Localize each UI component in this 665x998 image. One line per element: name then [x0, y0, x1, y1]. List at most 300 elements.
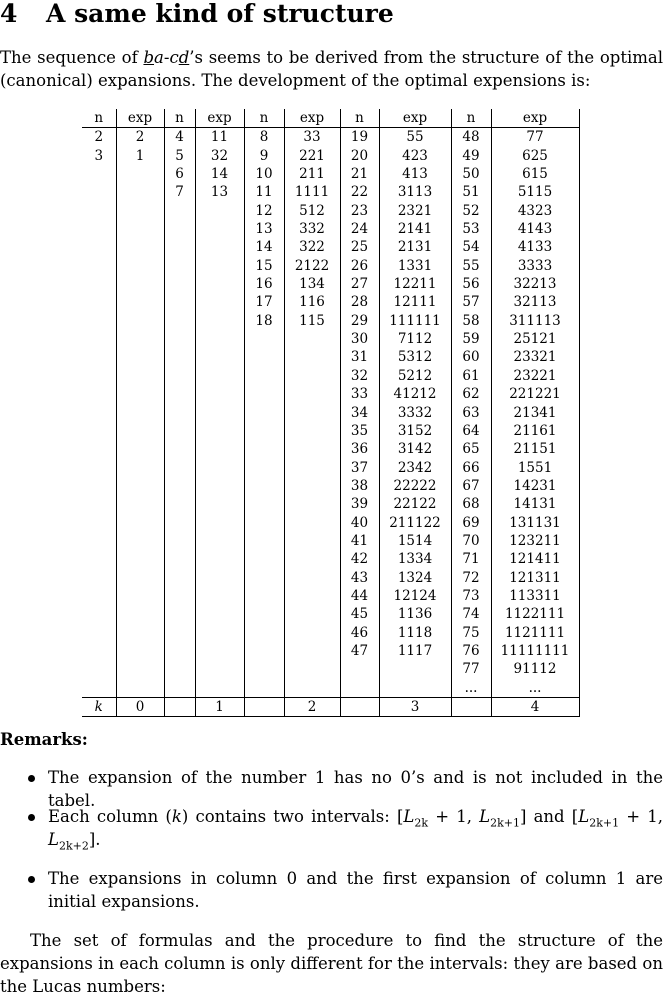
exp-cell: 33 — [284, 128, 340, 147]
exp-cell — [116, 624, 164, 642]
n-cell — [244, 587, 284, 605]
exp-cell: 121411 — [491, 550, 579, 568]
exp-cell — [195, 495, 244, 513]
n-cell: 43 — [340, 569, 379, 587]
n-cell — [164, 679, 195, 698]
n-cell — [340, 660, 379, 678]
exp-cell: ... — [491, 679, 579, 698]
n-cell: 40 — [340, 514, 379, 532]
exp-cell — [195, 679, 244, 698]
n-cell — [244, 532, 284, 550]
exp-cell — [116, 348, 164, 366]
n-cell — [82, 422, 116, 440]
exp-cell: 5212 — [379, 367, 451, 385]
n-cell — [244, 404, 284, 422]
exp-cell — [116, 275, 164, 293]
n-cell: ... — [451, 679, 491, 698]
n-cell — [244, 477, 284, 495]
exp-cell — [195, 642, 244, 660]
n-cell — [244, 367, 284, 385]
table-row — [82, 459, 579, 477]
exp-cell — [284, 367, 340, 385]
table-header-row — [82, 109, 579, 128]
exp-cell: 1334 — [379, 550, 451, 568]
exp-cell — [195, 220, 244, 238]
table-row — [82, 367, 579, 385]
header-cell: n — [340, 109, 379, 128]
exp-cell — [116, 605, 164, 623]
exp-cell — [284, 385, 340, 403]
exp-cell: 4143 — [491, 220, 579, 238]
exp-cell: 113311 — [491, 587, 579, 605]
exp-cell — [284, 348, 340, 366]
exp-cell: 3113 — [379, 183, 451, 201]
n-cell — [164, 220, 195, 238]
n-cell: 32 — [340, 367, 379, 385]
n-cell: 56 — [451, 275, 491, 293]
n-cell: 64 — [451, 422, 491, 440]
header-cell: exp — [116, 109, 164, 128]
n-cell — [82, 385, 116, 403]
n-cell — [164, 477, 195, 495]
n-cell — [164, 459, 195, 477]
exp-cell — [116, 220, 164, 238]
n-cell: 55 — [451, 257, 491, 275]
table-row — [82, 624, 579, 642]
n-cell: 52 — [451, 202, 491, 220]
header-cell: exp — [491, 109, 579, 128]
n-cell — [82, 587, 116, 605]
remarks-title: Remarks: — [0, 730, 88, 749]
exp-cell: 14 — [195, 165, 244, 183]
n-cell — [82, 293, 116, 311]
table-row — [82, 569, 579, 587]
exp-cell: 311113 — [491, 312, 579, 330]
n-cell — [244, 660, 284, 678]
exp-cell: 1121111 — [491, 624, 579, 642]
exp-cell: 7112 — [379, 330, 451, 348]
exp-cell — [284, 330, 340, 348]
n-cell — [244, 440, 284, 458]
n-cell: 60 — [451, 348, 491, 366]
exp-cell — [195, 275, 244, 293]
n-cell — [164, 238, 195, 256]
closing-paragraph: The set of formulas and the procedure to find the structure of the expansions in each column is only different for the intervals: they are based on the Lucas numbers: — [0, 931, 663, 996]
k-value: 4 — [491, 698, 579, 717]
table-row — [82, 128, 579, 147]
exp-cell: 1117 — [379, 642, 451, 660]
n-cell: 10 — [244, 165, 284, 183]
n-cell: 6 — [164, 165, 195, 183]
n-cell — [164, 385, 195, 403]
n-cell: 71 — [451, 550, 491, 568]
exp-cell: 23321 — [491, 348, 579, 366]
exp-cell: 14131 — [491, 495, 579, 513]
exp-cell: 413 — [379, 165, 451, 183]
exp-cell — [195, 385, 244, 403]
exp-cell: 1514 — [379, 532, 451, 550]
n-cell: 24 — [340, 220, 379, 238]
n-cell: 70 — [451, 532, 491, 550]
exp-cell: 12211 — [379, 275, 451, 293]
n-cell — [164, 348, 195, 366]
exp-cell: 123211 — [491, 532, 579, 550]
exp-cell — [379, 660, 451, 678]
exp-cell — [284, 422, 340, 440]
n-cell: 7 — [164, 183, 195, 201]
n-cell: 59 — [451, 330, 491, 348]
n-cell: 4 — [164, 128, 195, 147]
n-cell: 45 — [340, 605, 379, 623]
n-cell — [164, 293, 195, 311]
n-cell: 15 — [244, 257, 284, 275]
n-cell: 51 — [451, 183, 491, 201]
exp-cell: 32 — [195, 147, 244, 165]
n-cell — [244, 605, 284, 623]
exp-cell — [195, 293, 244, 311]
table-row — [82, 495, 579, 513]
exp-cell — [195, 330, 244, 348]
exp-cell — [284, 532, 340, 550]
exp-cell — [116, 642, 164, 660]
table-row — [82, 477, 579, 495]
exp-cell — [284, 660, 340, 678]
table-row — [82, 440, 579, 458]
exp-cell: 14231 — [491, 477, 579, 495]
exp-cell — [116, 165, 164, 183]
table-row — [82, 312, 579, 330]
n-cell: 20 — [340, 147, 379, 165]
n-cell: 65 — [451, 440, 491, 458]
exp-cell — [116, 569, 164, 587]
exp-cell: 11111111 — [491, 642, 579, 660]
n-cell: 76 — [451, 642, 491, 660]
table-row — [82, 220, 579, 238]
exp-cell: 134 — [284, 275, 340, 293]
n-cell — [244, 624, 284, 642]
table-row — [82, 660, 579, 678]
exp-cell — [195, 569, 244, 587]
n-cell — [164, 550, 195, 568]
exp-cell: 211 — [284, 165, 340, 183]
n-cell: 19 — [340, 128, 379, 147]
n-cell — [82, 532, 116, 550]
exp-cell: 111111 — [379, 312, 451, 330]
table-row — [82, 422, 579, 440]
intro-paragraph: The sequence of ba-cd’s seems to be derived from the structure of the optimal (canonical) expansions. The development of the optimal expensions is: — [0, 48, 663, 90]
exp-cell: 23221 — [491, 367, 579, 385]
exp-cell — [195, 440, 244, 458]
exp-cell — [195, 660, 244, 678]
exp-cell — [284, 550, 340, 568]
exp-cell — [284, 642, 340, 660]
n-cell: 9 — [244, 147, 284, 165]
n-cell — [82, 514, 116, 532]
n-cell — [82, 642, 116, 660]
n-cell — [82, 569, 116, 587]
exp-cell — [195, 348, 244, 366]
exp-cell: 55 — [379, 128, 451, 147]
n-cell — [82, 495, 116, 513]
table-row — [82, 147, 579, 165]
n-cell — [82, 183, 116, 201]
header-cell: exp — [379, 109, 451, 128]
n-cell: 28 — [340, 293, 379, 311]
n-cell: 26 — [340, 257, 379, 275]
n-cell: 38 — [340, 477, 379, 495]
exp-cell — [284, 477, 340, 495]
exp-cell: 1331 — [379, 257, 451, 275]
n-cell: 48 — [451, 128, 491, 147]
n-cell — [164, 422, 195, 440]
exp-cell — [116, 660, 164, 678]
header-cell: n — [82, 109, 116, 128]
section-title: A same kind of structure — [46, 0, 394, 28]
n-cell: 53 — [451, 220, 491, 238]
n-cell: 31 — [340, 348, 379, 366]
n-cell — [164, 312, 195, 330]
exp-cell: 322 — [284, 238, 340, 256]
n-cell: 47 — [340, 642, 379, 660]
exp-cell: 332 — [284, 220, 340, 238]
n-cell — [82, 624, 116, 642]
n-cell — [82, 660, 116, 678]
exp-cell: 13 — [195, 183, 244, 201]
n-cell — [164, 440, 195, 458]
exp-cell: 1551 — [491, 459, 579, 477]
exp-cell: 21341 — [491, 404, 579, 422]
k-value: 1 — [195, 698, 244, 717]
exp-cell: 115 — [284, 312, 340, 330]
exp-cell — [284, 587, 340, 605]
n-cell: 69 — [451, 514, 491, 532]
exp-cell: 41212 — [379, 385, 451, 403]
n-cell: 46 — [340, 624, 379, 642]
n-cell: 74 — [451, 605, 491, 623]
section-heading — [0, 0, 394, 28]
exp-cell — [116, 550, 164, 568]
exp-cell — [195, 605, 244, 623]
exp-cell: 2131 — [379, 238, 451, 256]
exp-cell: 1 — [116, 147, 164, 165]
n-cell: 27 — [340, 275, 379, 293]
n-cell: 75 — [451, 624, 491, 642]
n-cell — [164, 330, 195, 348]
n-cell: 12 — [244, 202, 284, 220]
exp-cell — [195, 238, 244, 256]
exp-cell — [284, 624, 340, 642]
table-row — [82, 587, 579, 605]
n-cell: 3 — [82, 147, 116, 165]
exp-cell — [195, 459, 244, 477]
exp-cell: 221221 — [491, 385, 579, 403]
exp-cell — [195, 312, 244, 330]
n-cell — [340, 679, 379, 698]
n-cell: 57 — [451, 293, 491, 311]
table-row — [82, 404, 579, 422]
exp-cell: 4323 — [491, 202, 579, 220]
exp-cell: 423 — [379, 147, 451, 165]
n-cell — [164, 495, 195, 513]
n-cell: 14 — [244, 238, 284, 256]
exp-cell — [284, 679, 340, 698]
exp-cell — [195, 367, 244, 385]
exp-cell — [195, 477, 244, 495]
table-row — [82, 257, 579, 275]
n-cell — [164, 660, 195, 678]
exp-cell: 3142 — [379, 440, 451, 458]
exp-cell: 22122 — [379, 495, 451, 513]
table-row — [82, 642, 579, 660]
exp-cell — [116, 183, 164, 201]
n-cell: 58 — [451, 312, 491, 330]
n-cell: 33 — [340, 385, 379, 403]
header-cell: exp — [284, 109, 340, 128]
exp-cell — [284, 569, 340, 587]
n-cell: 54 — [451, 238, 491, 256]
exp-cell: 21161 — [491, 422, 579, 440]
n-cell: 63 — [451, 404, 491, 422]
n-cell — [164, 605, 195, 623]
exp-cell: 1122111 — [491, 605, 579, 623]
table-row — [82, 385, 579, 403]
exp-cell — [116, 587, 164, 605]
n-cell: 29 — [340, 312, 379, 330]
header-cell: exp — [195, 109, 244, 128]
exp-cell — [195, 422, 244, 440]
n-cell — [244, 459, 284, 477]
n-cell: 37 — [340, 459, 379, 477]
n-cell: 61 — [451, 367, 491, 385]
table-row — [82, 183, 579, 201]
n-cell — [82, 165, 116, 183]
exp-cell — [284, 404, 340, 422]
exp-cell — [195, 532, 244, 550]
table-row — [82, 293, 579, 311]
n-cell — [82, 238, 116, 256]
n-cell: 42 — [340, 550, 379, 568]
n-cell — [244, 385, 284, 403]
n-cell: 35 — [340, 422, 379, 440]
exp-cell — [116, 404, 164, 422]
n-cell — [164, 257, 195, 275]
exp-cell — [284, 495, 340, 513]
k-row — [82, 698, 579, 717]
n-cell: 5 — [164, 147, 195, 165]
exp-cell — [195, 202, 244, 220]
n-cell — [164, 569, 195, 587]
n-cell: 67 — [451, 477, 491, 495]
exp-cell — [116, 367, 164, 385]
n-cell — [82, 348, 116, 366]
n-cell: 17 — [244, 293, 284, 311]
table-row — [82, 330, 579, 348]
exp-cell — [116, 293, 164, 311]
n-cell: 34 — [340, 404, 379, 422]
n-cell — [244, 330, 284, 348]
exp-cell: 12124 — [379, 587, 451, 605]
n-cell: 13 — [244, 220, 284, 238]
n-cell — [164, 404, 195, 422]
n-cell — [164, 624, 195, 642]
remark-item: The expansions in column 0 and the first expansion of column 1 are initial expansions. — [48, 869, 663, 911]
exp-cell — [116, 312, 164, 330]
exp-cell: 12111 — [379, 293, 451, 311]
exp-cell: 121311 — [491, 569, 579, 587]
n-cell — [164, 532, 195, 550]
n-cell — [164, 642, 195, 660]
n-cell — [244, 495, 284, 513]
k-value: 0 — [116, 698, 164, 717]
table-row — [82, 532, 579, 550]
exp-cell: 3333 — [491, 257, 579, 275]
exp-cell — [116, 385, 164, 403]
n-cell — [82, 550, 116, 568]
header-cell: n — [244, 109, 284, 128]
exp-cell: 2141 — [379, 220, 451, 238]
n-cell: 25 — [340, 238, 379, 256]
exp-cell — [116, 477, 164, 495]
n-cell — [82, 257, 116, 275]
table-row — [82, 238, 579, 256]
n-cell: 77 — [451, 660, 491, 678]
exp-cell — [116, 532, 164, 550]
exp-cell — [379, 679, 451, 698]
k-value: 2 — [284, 698, 340, 717]
n-cell — [244, 422, 284, 440]
exp-cell — [116, 422, 164, 440]
exp-cell: 116 — [284, 293, 340, 311]
exp-cell — [116, 440, 164, 458]
exp-cell: 2342 — [379, 459, 451, 477]
n-cell — [82, 440, 116, 458]
exp-cell: 5115 — [491, 183, 579, 201]
table-row — [82, 275, 579, 293]
exp-cell — [116, 514, 164, 532]
exp-cell — [284, 440, 340, 458]
exp-cell — [284, 459, 340, 477]
exp-cell: 25121 — [491, 330, 579, 348]
n-cell — [82, 367, 116, 385]
exp-cell — [116, 459, 164, 477]
exp-cell: 131131 — [491, 514, 579, 532]
n-cell: 72 — [451, 569, 491, 587]
n-cell — [82, 477, 116, 495]
n-cell — [244, 550, 284, 568]
n-cell — [82, 202, 116, 220]
n-cell: 30 — [340, 330, 379, 348]
n-cell: 66 — [451, 459, 491, 477]
exp-cell — [284, 605, 340, 623]
section-number: 4 — [0, 0, 18, 28]
exp-cell: 11 — [195, 128, 244, 147]
n-cell: 49 — [451, 147, 491, 165]
exp-cell: 3332 — [379, 404, 451, 422]
exp-cell: 1136 — [379, 605, 451, 623]
exp-cell: 615 — [491, 165, 579, 183]
table-row — [82, 550, 579, 568]
remark-item: Each column (k) contains two intervals: [$L_{2k} + 1$, $L_{2k+1}$] and [$L_{2k+1} + 1$, $L_{2k+2}$]. — [48, 807, 663, 853]
exp-cell: 4133 — [491, 238, 579, 256]
exp-cell: 21151 — [491, 440, 579, 458]
remark-item: The expansion of the number 1 has no 0’s and is not included in the tabel. — [48, 768, 663, 810]
exp-cell — [195, 587, 244, 605]
n-cell: 73 — [451, 587, 491, 605]
n-cell — [244, 679, 284, 698]
exp-cell — [116, 330, 164, 348]
n-cell — [82, 275, 116, 293]
n-cell — [244, 642, 284, 660]
